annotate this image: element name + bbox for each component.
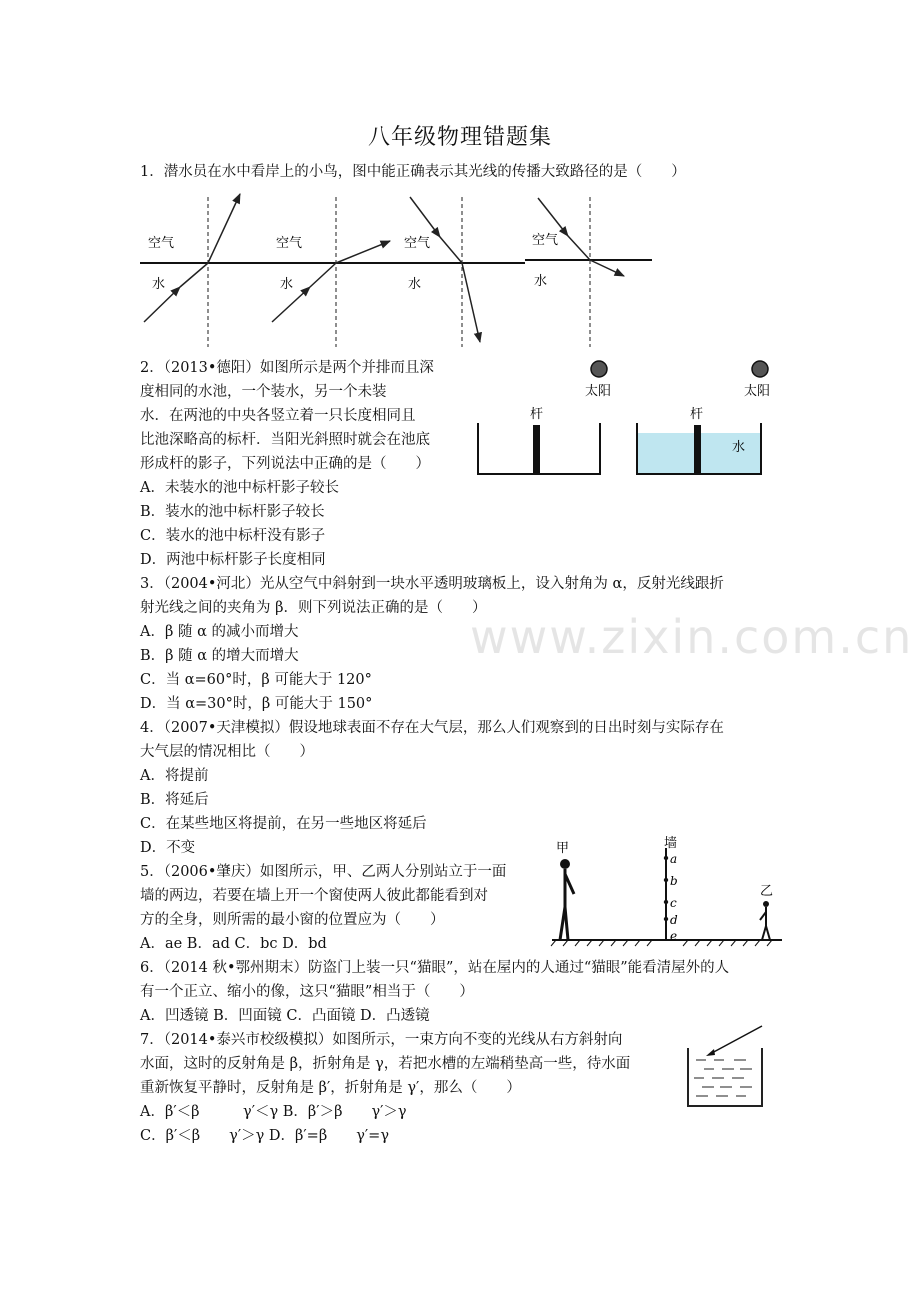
q4-option-d: D．不变	[140, 840, 196, 856]
watermark: www.zixin.com.cn	[470, 610, 914, 664]
q7-option-cd: C．β′＜β γ′＞γ D．β′=β γ′=γ	[140, 1128, 389, 1144]
q1-label-water: 水	[408, 277, 422, 292]
q3-option-d: D．当 α=30°时，β 可能大于 150°	[140, 696, 373, 712]
sun-icon	[752, 361, 768, 377]
page-title: 八年级物理错题集	[367, 125, 552, 150]
q5-point-c: c	[670, 896, 677, 910]
q5-options: A．ae B．ad C．bc D．bd	[140, 936, 327, 952]
q2-figure	[470, 355, 780, 480]
q1-label-water: 水	[280, 277, 294, 292]
q2-label-pole: 杆	[690, 407, 704, 422]
q2-pole-2	[694, 425, 701, 474]
q7-water-tank	[688, 1048, 762, 1106]
q2-label-pole: 杆	[530, 407, 544, 422]
q1-label-air: 空气	[276, 236, 303, 251]
q5-figure	[548, 832, 784, 947]
q4-line: 4．（2007•天津模拟）假设地球表面不存在大气层，那么人们观察到的日出时刻与实际存在	[140, 720, 724, 736]
q2-line: 2．（2013•德阳）如图所示是两个并排而且深	[140, 360, 434, 376]
q2-label-sun: 太阳	[744, 384, 771, 399]
sun-icon	[591, 361, 607, 377]
q2-label-sun: 太阳	[585, 384, 612, 399]
person-a-icon	[560, 859, 574, 940]
q5-point-b: b	[670, 874, 678, 888]
q5-point-e: e	[670, 929, 678, 943]
q2-stem	[140, 356, 460, 476]
q4-option-a: A．将提前	[140, 768, 209, 784]
q7-figure	[684, 1022, 766, 1108]
q6-line: 6．（2014 秋•鄂州期末）防盗门上装一只“猫眼”，站在屋内的人通过“猫眼”能看清屋外的人	[140, 960, 730, 976]
q2-option-c: C．装水的池中标杆没有影子	[140, 528, 326, 544]
q2-option-a: A．未装水的池中标杆影子较长	[140, 480, 339, 496]
q4-line: 大气层的情况相比（ ）	[140, 744, 314, 760]
q2-option-b: B．装水的池中标杆影子较长	[140, 504, 325, 520]
q7-option-ab: A．β′＜β γ′＜γ B．β′＞β γ′＞γ	[140, 1104, 407, 1120]
person-b-icon	[760, 901, 770, 940]
q3-option-a: A．β 随 α 的减小而增大	[140, 624, 299, 640]
q3-option-b: B．β 随 α 的增大而增大	[140, 648, 299, 664]
q5-label-wall: 墙	[664, 836, 678, 851]
q2-label-water: 水	[732, 440, 746, 455]
q2-line: 度相同的水池，一个装水，另一个未装	[140, 384, 387, 400]
q2-line: 形成杆的影子，下列说法中正确的是（ ）	[140, 456, 430, 472]
q5-line: 墙的两边，若要在墙上开一个窗使两人彼此都能看到对	[140, 888, 488, 904]
q1-label-water: 水	[534, 274, 548, 289]
q5-point-d: d	[670, 913, 678, 927]
q5-line: 方的全身，则所需的最小窗的位置应为（ ）	[140, 912, 445, 928]
q1-label-air: 空气	[532, 233, 559, 248]
q1-label-water: 水	[152, 277, 166, 292]
q2-option-d: D．两池中标杆影子长度相同	[140, 552, 326, 568]
q1-label-air: 空气	[148, 236, 175, 251]
q2-line: 水．在两池的中央各竖立着一只长度相同且	[140, 408, 416, 424]
q5-label-person-b: 乙	[760, 884, 774, 899]
q2-line: 比池深略高的标杆．当阳光斜照时就会在池底	[140, 432, 430, 448]
q6-options: A．凹透镜 B．凹面镜 C．凸面镜 D．凸透镜	[140, 1008, 430, 1024]
q4-option-b: B．将延后	[140, 792, 209, 808]
q7-line: 重新恢复平静时，反射角是 β′，折射角是 γ′，那么（ ）	[140, 1080, 521, 1096]
q1-stem: 1．潜水员在水中看岸上的小鸟，图中能正确表示其光线的传播大致路径的是（ ）	[140, 164, 686, 180]
q5-point-a: a	[670, 852, 678, 866]
q2-pole-1	[533, 425, 540, 474]
q7-line: 水面，这时的反射角是 β，折射角是 γ，若把水槽的左端稍垫高一些，待水面	[140, 1056, 631, 1072]
q5-label-person-a: 甲	[556, 841, 570, 856]
q3-line: 射光线之间的夹角为 β．则下列说法正确的是（ ）	[140, 600, 487, 616]
q3-option-c: C．当 α=60°时，β 可能大于 120°	[140, 672, 372, 688]
q7-line: 7．（2014•泰兴市校级模拟）如图所示，一束方向不变的光线从右方斜射向	[140, 1032, 623, 1048]
q3-line: 3．（2004•河北）光从空气中斜射到一块水平透明玻璃板上，设入射角为 α，反射光线跟折	[140, 576, 724, 592]
q4-option-c: C．在某些地区将提前，在另一些地区将延后	[140, 816, 427, 832]
q1-figure	[140, 192, 660, 352]
q6-line: 有一个正立、缩小的像，这只“猫眼”相当于（ ）	[140, 984, 474, 1000]
q5-line: 5．（2006•肇庆）如图所示，甲、乙两人分别站立于一面	[140, 864, 507, 880]
q1-label-air: 空气	[404, 236, 431, 251]
